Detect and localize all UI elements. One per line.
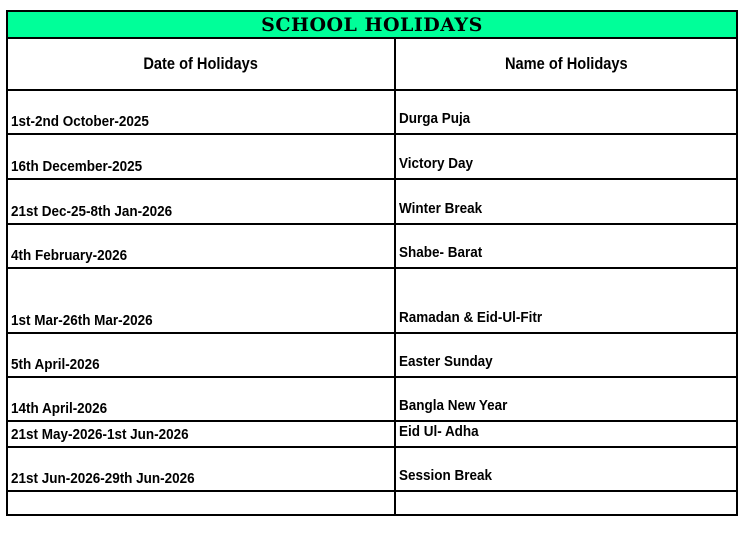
holiday-name-cell (395, 179, 737, 224)
holiday-name-cell (395, 134, 737, 179)
column-header-date-label: Date of Holidays (143, 54, 259, 73)
table-row (7, 179, 737, 224)
holiday-name-cell (395, 491, 737, 515)
holiday-name-cell (395, 224, 737, 268)
holiday-name: Bangla New Year (399, 398, 508, 414)
holiday-date-cell (7, 333, 395, 377)
table-row (7, 268, 737, 333)
holiday-date-cell (7, 491, 395, 515)
holiday-name: Winter Break (399, 201, 483, 217)
holiday-date: 21st Dec-25-8th Jan-2026 (11, 204, 173, 220)
holiday-date-cell (7, 179, 395, 224)
holiday-date: 21st May-2026-1st Jun-2026 (11, 427, 189, 443)
holiday-date: 4th February-2026 (11, 248, 128, 264)
table-row (7, 447, 737, 491)
table-row (7, 90, 737, 134)
holiday-date-cell (7, 421, 395, 447)
holiday-name-cell (395, 421, 737, 447)
holiday-date: 5th April-2026 (11, 357, 100, 373)
table-row (7, 377, 737, 421)
holiday-date: 1st Mar-26th Mar-2026 (11, 313, 153, 329)
column-header-name-label: Name of Holidays (504, 54, 628, 73)
holiday-name: Eid Ul- Adha (399, 424, 479, 440)
holiday-date-cell (7, 134, 395, 179)
holiday-name: Durga Puja (399, 111, 471, 127)
holiday-date-cell (7, 377, 395, 421)
header-row (7, 38, 737, 90)
holiday-name: Ramadan & Eid-Ul-Fitr (399, 310, 543, 326)
table-row (7, 224, 737, 268)
holiday-date-cell (7, 224, 395, 268)
column-header-name (395, 38, 737, 90)
holiday-date-cell (7, 447, 395, 491)
holiday-date-cell (7, 90, 395, 134)
table-row (7, 491, 737, 515)
holiday-date: 21st Jun-2026-29th Jun-2026 (11, 471, 195, 487)
holiday-date: 16th December-2025 (11, 159, 143, 175)
table-row (7, 333, 737, 377)
holiday-name: Session Break (399, 468, 492, 484)
holiday-date: 1st-2nd October-2025 (11, 114, 149, 130)
holiday-name-cell (395, 90, 737, 134)
title-row (7, 11, 737, 38)
holiday-name: Easter Sunday (399, 354, 493, 370)
holiday-name: Victory Day (399, 156, 473, 172)
table-row (7, 421, 737, 447)
table-row (7, 134, 737, 179)
holiday-name-cell (395, 377, 737, 421)
holiday-name: Shabe- Barat (399, 245, 483, 261)
holiday-name-cell (395, 268, 737, 333)
table-title: SCHOOL HOLIDAYS (7, 11, 737, 38)
column-header-date (7, 38, 395, 90)
holiday-date-cell (7, 268, 395, 333)
holiday-name-cell (395, 447, 737, 491)
holiday-name-cell (395, 333, 737, 377)
holiday-date: 14th April-2026 (11, 401, 108, 417)
school-holidays-table (6, 10, 738, 516)
